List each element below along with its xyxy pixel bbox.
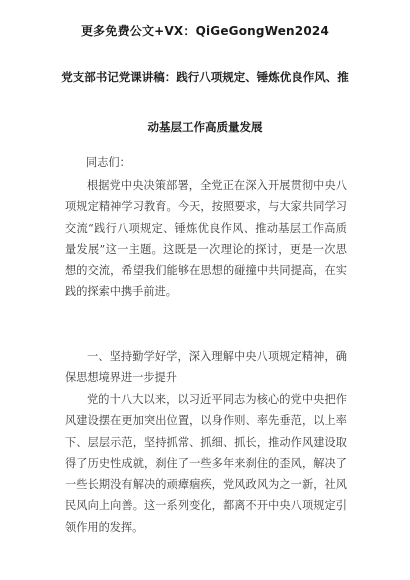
section-heading-1: 一、坚持勤学好学，深入理解中央八项规定精神，确保思想境界进一步提升 [65,350,347,385]
salutation: 同志们： [86,156,131,169]
document-title-line-1: 党支部书记党课讲稿：践行八项规定、锤炼优良作风、推 [61,70,349,84]
document-title-line-2: 动基层工作高质量发展 [147,120,263,134]
paragraph-section-1: 党的十八大以来，以习近平同志为核心的党中央把作风建设摆在更加突出位置，以身作则、率先垂范，以上率下、层层示范，坚持抓常、抓细、抓长，推动作风建设取得了历史性成就，刹住了一些多年来刹住的歪风，解决了一些长期没有解决的顽瘴痼疾，党风政风为之一新，社风民风向上向善。这一系列变化，都离不开中央八项规定引领作用的发挥。 [65,393,347,534]
promo-header: 更多免费公文+VX：QiGeGongWen2024 [80,24,329,38]
paragraph-intro: 根据党中央决策部署，全党正在深入开展贯彻中央八项规定精神学习教育。今天，按照要求，与大家共同学习交流“践行八项规定、锤炼优良作风、推动基层工作高质量发展”这一主题。这既是一次理论的探讨，更是一次思想的交流，希望我们能够在思想的碰撞中共同提高，在实践的探索中携手前进。 [65,179,347,299]
